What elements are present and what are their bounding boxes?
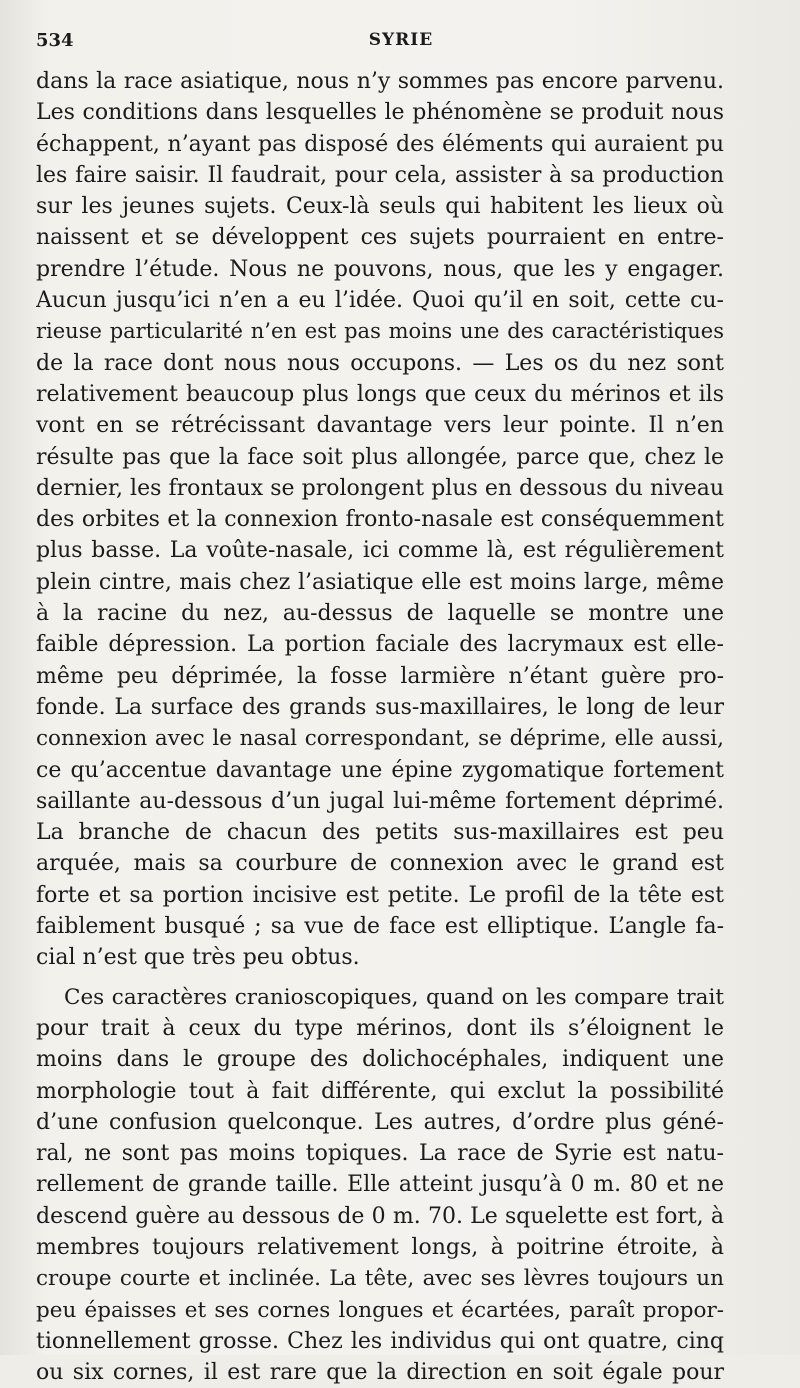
running-head [36, 30, 766, 60]
text-line: faible dépression. La portion faciale des lacrymaux est elle- [36, 632, 724, 658]
text-line: les faire saisir. Il faudrait, pour cela, assister à sa production [36, 162, 724, 188]
body-text [36, 66, 724, 1388]
text-line: ce qu’accentue davantage une épine zygomatique fortement [36, 757, 724, 783]
text-line: saillante au-dessous d’un jugal lui-même fortement déprimé. [36, 788, 724, 814]
text-line: même peu déprimée, la fosse larmière n’étant guère pro- [36, 663, 724, 689]
paragraph-gap [36, 974, 724, 982]
text-line: croupe courte et inclinée. La tête, avec ses lèvres toujours un [36, 1266, 724, 1292]
text-line: rellement de grande taille. Elle atteint jusqu’à 0 m. 80 et ne [36, 1172, 724, 1198]
text-line: échappent, n’ayant pas disposé des éléments qui auraient pu [36, 131, 724, 157]
paragraph-1 [36, 66, 724, 974]
text-line: Ces caractères cranioscopiques, quand on les compare trait [64, 984, 724, 1010]
running-title: SYRIE [368, 30, 434, 50]
text-line: résulte pas que la face soit plus allongée, parce que, chez le [36, 444, 724, 470]
text-line: dans la race asiatique, nous n’y sommes pas encore parvenu. [36, 69, 724, 94]
text-line: descend guère au dessous de 0 m. 70. Le squelette est fort, à [36, 1203, 724, 1229]
text-line: vont en se rétrécissant davantage vers leur pointe. Il n’en [36, 413, 724, 439]
text-line: d’une confusion quelconque. Les autres, d’ordre plus géné- [36, 1109, 724, 1135]
text-line: fonde. La surface des grands sus-maxillaires, le long de leur [36, 694, 724, 720]
text-line: prendre l’étude. Nous ne pouvons, nous, que les y engager. [36, 256, 724, 282]
text-line: Aucun jusqu’ici n’en a eu l’idée. Quoi qu’il en soit, cette cu- [36, 288, 724, 314]
text-line: sur les jeunes sujets. Ceux-là seuls qui habitent les lieux où [36, 194, 724, 220]
text-line: morphologie tout à fait différente, qui exclut la possibilité [36, 1078, 724, 1104]
text-line: relativement beaucoup plus longs que ceux du mérinos et ils [36, 381, 724, 407]
text-line: arquée, mais sa courbure de connexion avec le grand est [36, 851, 724, 877]
text-line: plus basse. La voûte-nasale, ici comme là, est régulièrement [36, 538, 724, 564]
text-line: de la race dont nous nous occupons. — Les os du nez sont [36, 350, 724, 376]
text-line: des orbites et la connexion fronto-nasale est conséquemment [36, 507, 724, 533]
text-line: connexion avec le nasal correspondant, se déprime, elle aussi, [36, 726, 724, 752]
text-line: plein cintre, mais chez l’asiatique elle est moins large, même [36, 569, 724, 595]
text-line: forte et sa portion incisive est petite. Le profil de la tête est [36, 882, 724, 908]
text-line: peu épaisses et ses cornes longues et écartées, paraît propor- [36, 1297, 724, 1323]
text-line: dernier, les frontaux se prolongent plus en dessous du niveau [36, 475, 724, 501]
text-line: faiblement busqué ; sa vue de face est elliptique. L’angle fa- [36, 914, 724, 940]
text-line: cial n’est que très peu obtus. [36, 945, 360, 971]
paragraph-2 [36, 982, 724, 1388]
text-line: membres toujours relativement longs, à poitrine étroite, à [36, 1234, 724, 1260]
text-line: rieuse particularité n’en est pas moins une des caractéristiques [36, 319, 724, 344]
text-line: pour trait à ceux du type mérinos, dont ils s’éloignent le [36, 1015, 724, 1041]
text-line: La branche de chacun des petits sus-maxillaires est peu [36, 820, 724, 846]
text-line: à la racine du nez, au-dessus de laquelle se montre une [36, 601, 724, 627]
text-line: Les conditions dans lesquelles le phénomène se produit nous [36, 100, 724, 126]
page-number: 534 [36, 30, 74, 51]
text-line: tionnellement grosse. Chez les individus qui ont quatre, cinq [36, 1328, 724, 1354]
text-line: moins dans le groupe des dolichocéphales, indiquent une [36, 1047, 724, 1073]
text-line: naissent et se développent ces sujets pourraient en entre- [36, 225, 724, 251]
text-line: ral, ne sont pas moins topiques. La race de Syrie est natu- [36, 1141, 724, 1167]
text-line: ou six cornes, il est rare que la direction en soit égale pour [36, 1360, 724, 1386]
